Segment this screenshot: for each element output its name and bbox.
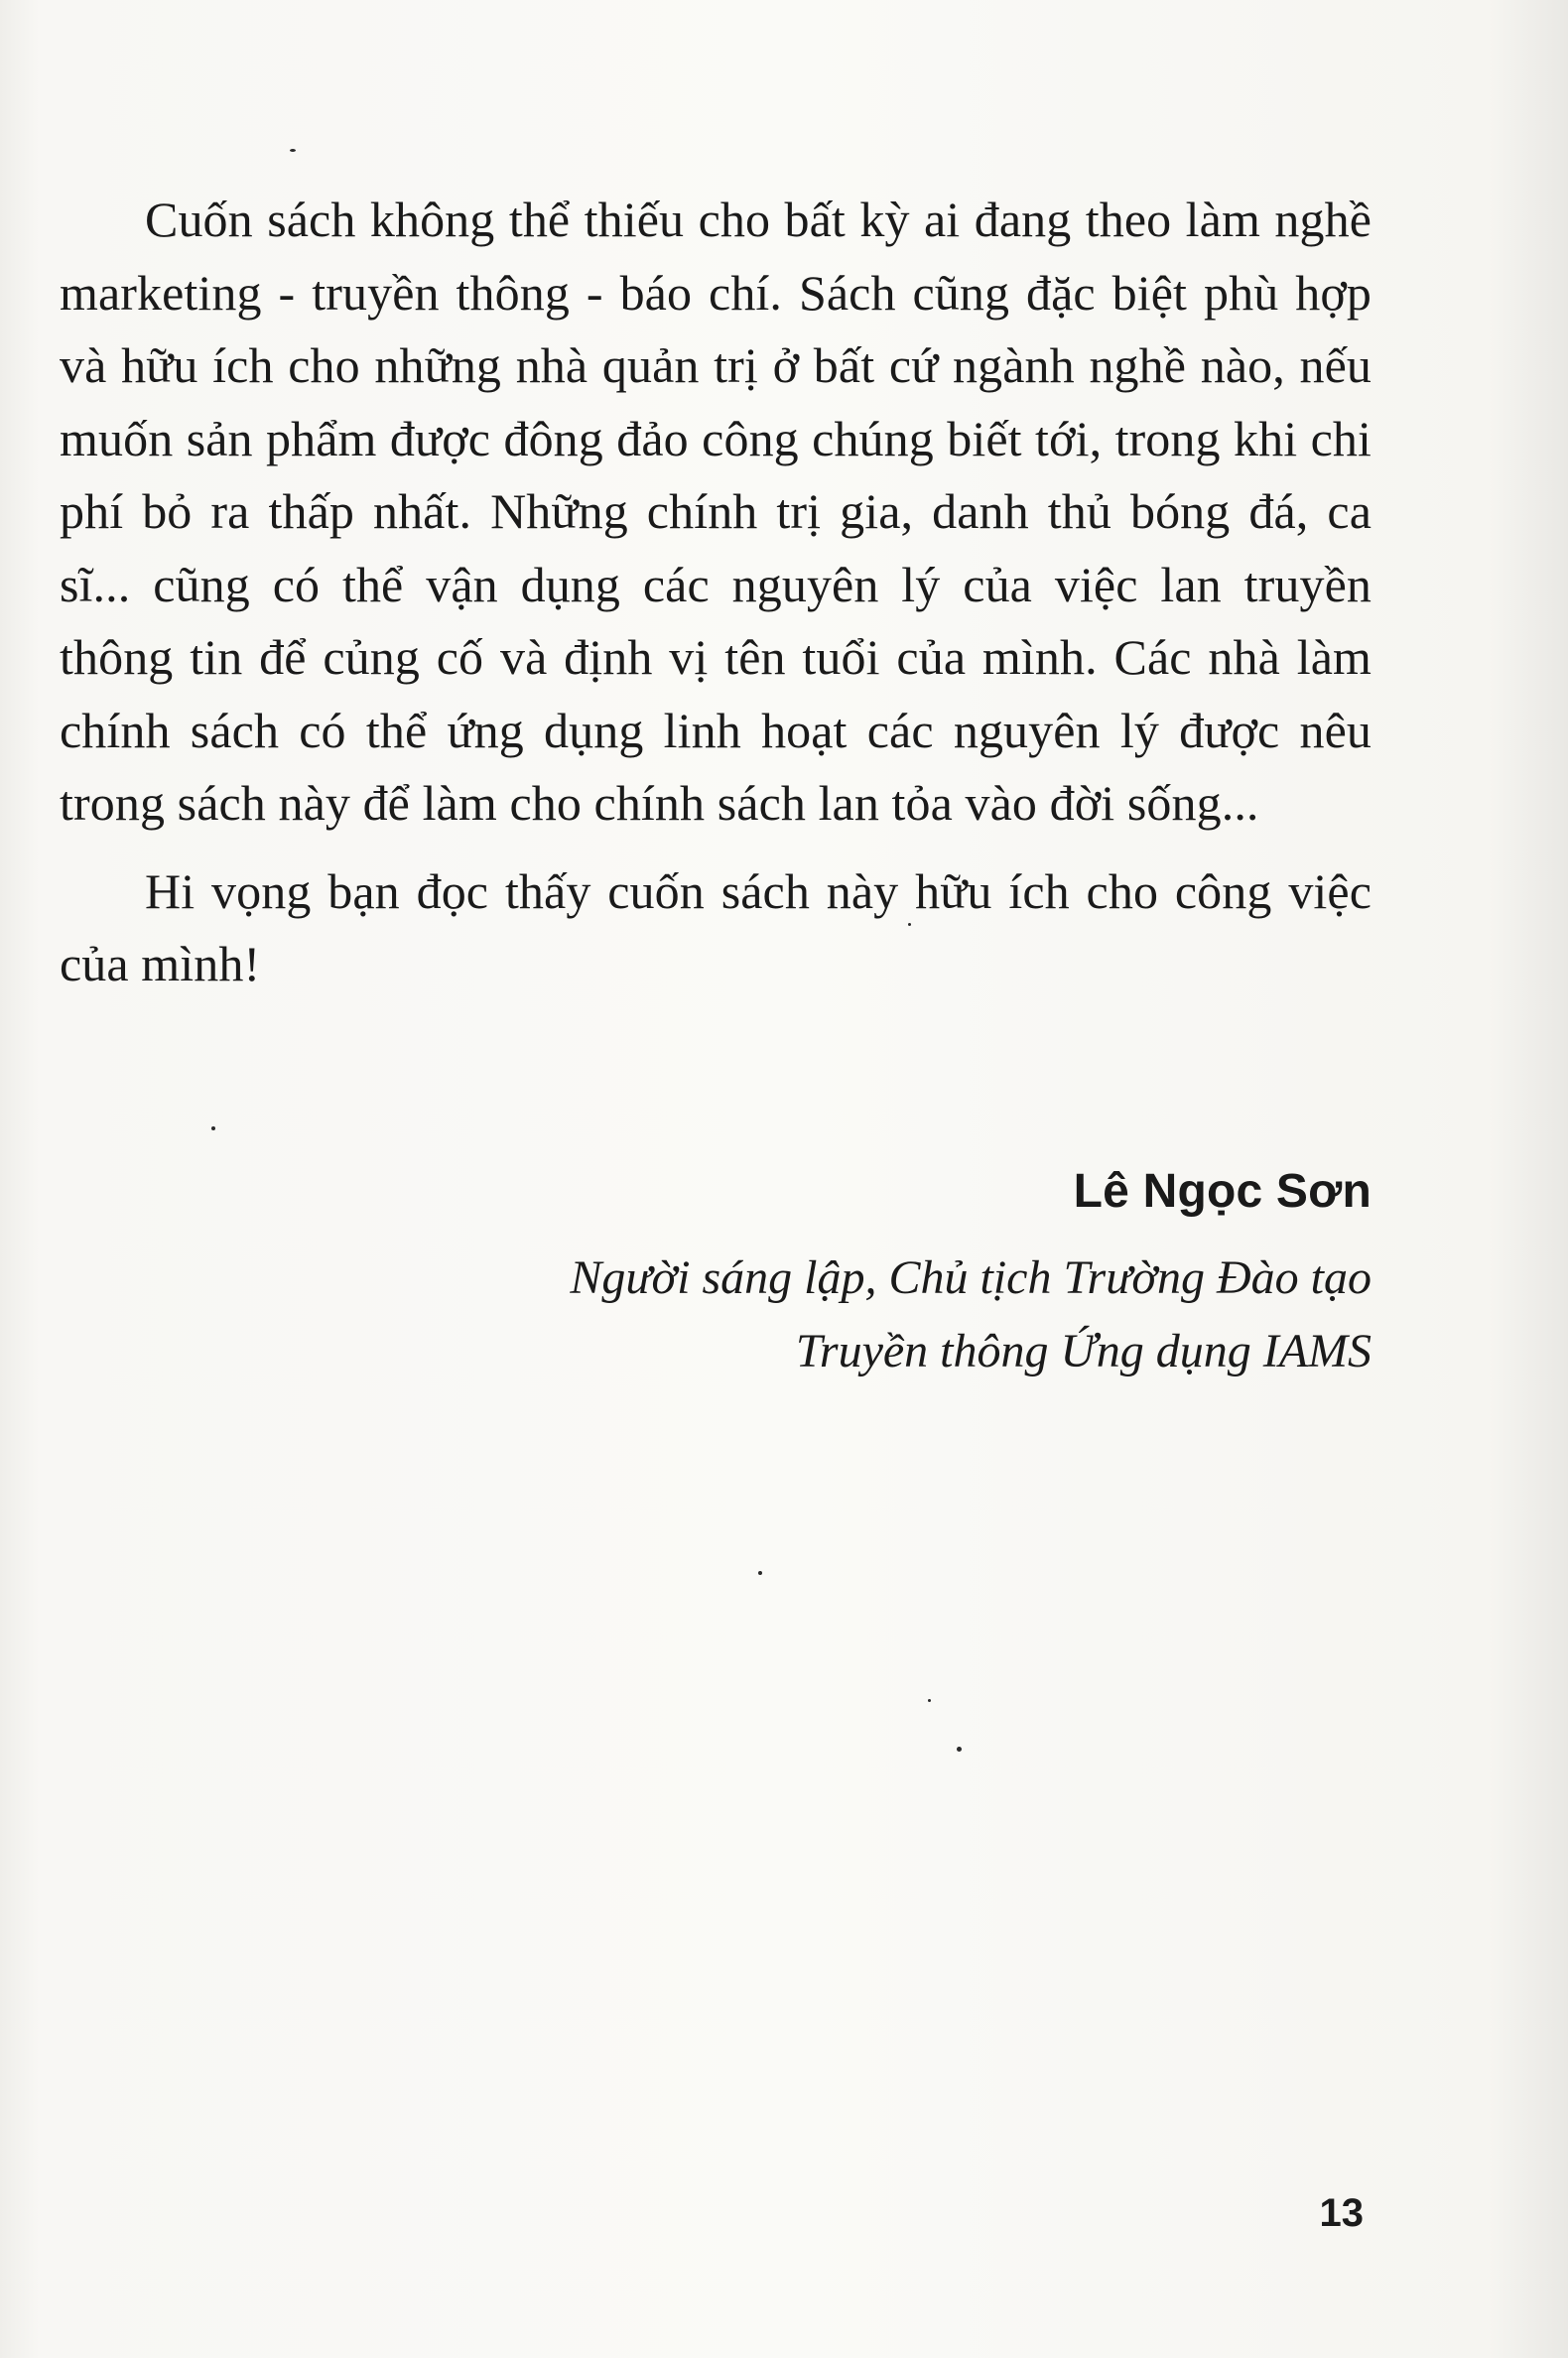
print-speck	[211, 1126, 215, 1130]
author-name: Lê Ngọc Sơn	[1073, 1165, 1372, 1218]
print-speck	[908, 923, 911, 926]
signature-block	[570, 1156, 1372, 1388]
author-title	[570, 1242, 1372, 1388]
paragraph-1: Cuốn sách không thể thiếu cho bất kỳ ai đang theo làm nghề marketing - truyền thông - báo chí. Sách cũng đặc biệt phù hợp và hữu ích cho những nhà quản trị ở bất cứ ngành nghề nào, nếu muốn sản phẩm được đông đảo công chúng biết tới, trong khi chi phí bỏ ra thấp nhất. Những chính trị gia, danh thủ bóng đá, ca sĩ... cũng có thể vận dụng các nguyên lý của việc lan truyền thông tin để củng cố và định vị tên tuổi của mình. Các nhà làm chính sách có thể ứng dụng linh hoạt các nguyên lý được nêu trong sách này để làm cho chính sách lan tỏa vào đời sống...	[60, 192, 1372, 831]
author-title-line-2: Truyền thông Ứng dụng IAMS	[795, 1325, 1372, 1377]
print-speck	[957, 1747, 962, 1752]
print-speck	[290, 149, 296, 152]
page-number: 13	[1319, 2191, 1364, 2235]
print-speck	[758, 1571, 762, 1575]
author-title-line-1: Người sáng lập, Chủ tịch Trường Đào tạo	[570, 1251, 1372, 1304]
body-text	[60, 184, 1372, 1001]
paragraph-2: Hi vọng bạn đọc thấy cuốn sách này hữu ích cho công việc của mình!	[60, 862, 1372, 991]
print-speck	[928, 1699, 931, 1702]
